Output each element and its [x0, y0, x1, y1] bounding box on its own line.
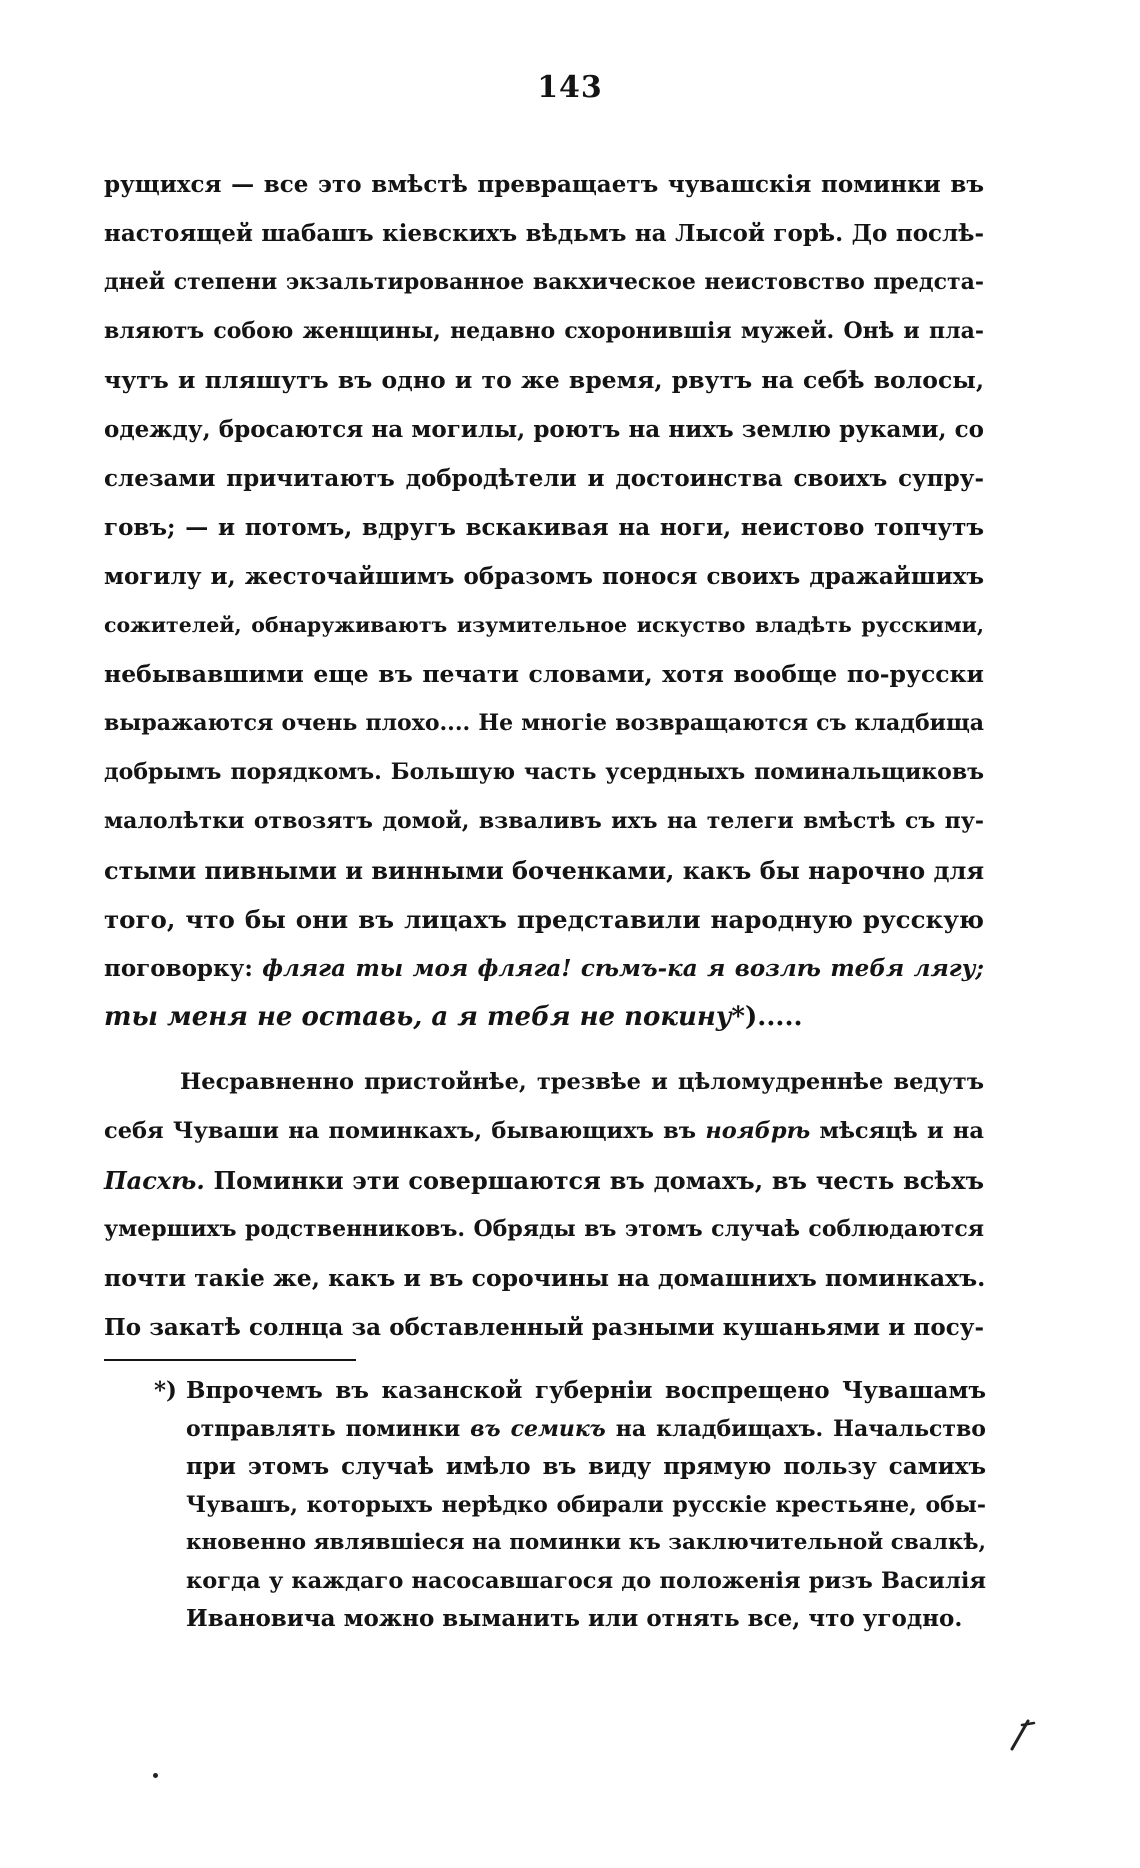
main-paragraph-2 — [104, 1058, 984, 1352]
main-paragraph-1 — [104, 160, 984, 1042]
footnote-divider — [104, 1359, 356, 1361]
text-fragment: на кладбищахъ. Начальство — [615, 1416, 986, 1442]
text-line: того, что бы они въ лицахъ представили народную русскую — [104, 905, 984, 934]
text-line: дней степени экзальтированное вакхическое неистовство предста- — [104, 269, 984, 295]
text-fragment: себя Чуваши на поминкахъ, бывающихъ въ — [104, 1118, 697, 1144]
text-line: говъ; — и потомъ, вдругъ вскакивая на ноги, неистово топчутъ — [104, 514, 984, 541]
ink-speck — [153, 1773, 158, 1778]
text-line: рущихся — все это вмѣстѣ превращаетъ чувашскія поминки въ — [104, 171, 984, 198]
italic-word: ноябрѣ — [705, 1118, 811, 1144]
text-fragment: отправлять поминки — [186, 1416, 461, 1442]
footnote-reference: *)..... — [731, 1002, 803, 1032]
italic-word: Пасхѣ. — [104, 1166, 205, 1195]
ink-mark — [1008, 1715, 1036, 1753]
footnote-line — [154, 1410, 986, 1448]
text-line: стыми пивными и винными боченками, какъ бы нарочно для — [104, 856, 985, 885]
text-line: По закатѣ солнца за обставленный разными кушаньями и посу- — [104, 1314, 984, 1341]
proverb-text: фляга ты моя фляга! сѣмъ-ка я возлѣ тебя лягу; — [262, 955, 984, 982]
text-line: почти такіе же, какъ и въ сорочины на домашнихъ поминкахъ. — [104, 1264, 986, 1292]
footnote-line: когда у каждаго насосавшагося до положенія ризъ Василія — [186, 1568, 986, 1594]
proverb-prefix: поговорку: — [104, 955, 253, 982]
text-line: слезами причитаютъ добродѣтели и достоинства своихъ супру- — [104, 465, 984, 492]
text-line-proverb-end — [104, 993, 984, 1042]
text-line: вляютъ собою женщины, недавно схоронившія мужей. Онѣ и пла- — [104, 318, 984, 344]
text-line: Несравненно пристойнѣе, трезвѣе и цѣломудреннѣе ведутъ — [180, 1069, 984, 1095]
footnote-line: кновенно являвшіеся на поминки къ заключительной свалкѣ, — [186, 1530, 986, 1555]
text-fragment: Поминки эти совершаются въ домахъ, въ честь всѣхъ — [213, 1166, 984, 1195]
footnote — [154, 1372, 986, 1638]
text-line: небывавшими еще въ печати словами, хотя вообще по-русски — [104, 660, 984, 688]
footnote-line: Впрочемъ въ казанской губерніи воспрещено Чувашамъ — [186, 1377, 986, 1404]
footnote-line: Ивановича можно выманить или отнять все, что угодно. — [186, 1605, 963, 1632]
page-number: 143 — [537, 70, 603, 105]
text-line: одежду, бросаются на могилы, роютъ на нихъ землю руками, со — [104, 416, 984, 443]
text-line: малолѣтки отвозятъ домой, взваливъ ихъ на телеги вмѣстѣ съ пу- — [104, 808, 984, 834]
text-line: умершихъ родственниковъ. Обряды въ этомъ случаѣ соблюдаются — [104, 1216, 984, 1242]
proverb-text: ты меня не оставь, а я тебя не покину — [104, 1002, 732, 1032]
footnote-line: Чувашъ, которыхъ нерѣдко обирали русскіе крестьяне, обы- — [186, 1492, 986, 1518]
footnote-marker: *) — [154, 1377, 177, 1404]
text-line: настоящей шабашъ кіевскихъ вѣдьмъ на Лысой горѣ. До послѣ- — [104, 220, 984, 247]
text-line: чутъ и пляшутъ въ одно и то же время, рвутъ на себѣ волосы, — [104, 366, 984, 394]
text-line — [104, 1156, 984, 1205]
text-line: могилу и, жесточайшимъ образомъ понося своихъ дражайшихъ — [104, 563, 984, 590]
text-line: выражаются очень плохо.... Не многіе возвращаются съ кладбища — [104, 710, 984, 736]
text-line — [104, 1107, 984, 1156]
text-line-proverb — [104, 944, 984, 993]
italic-word: въ семикъ — [470, 1416, 606, 1442]
text-fragment: мѣсяцѣ и на — [819, 1118, 984, 1144]
text-line: добрымъ порядкомъ. Большую часть усердныхъ поминальщиковъ — [104, 759, 984, 785]
footnote-line: при этомъ случаѣ имѣло въ виду прямую пользу самихъ — [186, 1453, 986, 1480]
text-line: сожителей, обнаруживаютъ изумительное искуство владѣть русскими, — [104, 613, 984, 637]
